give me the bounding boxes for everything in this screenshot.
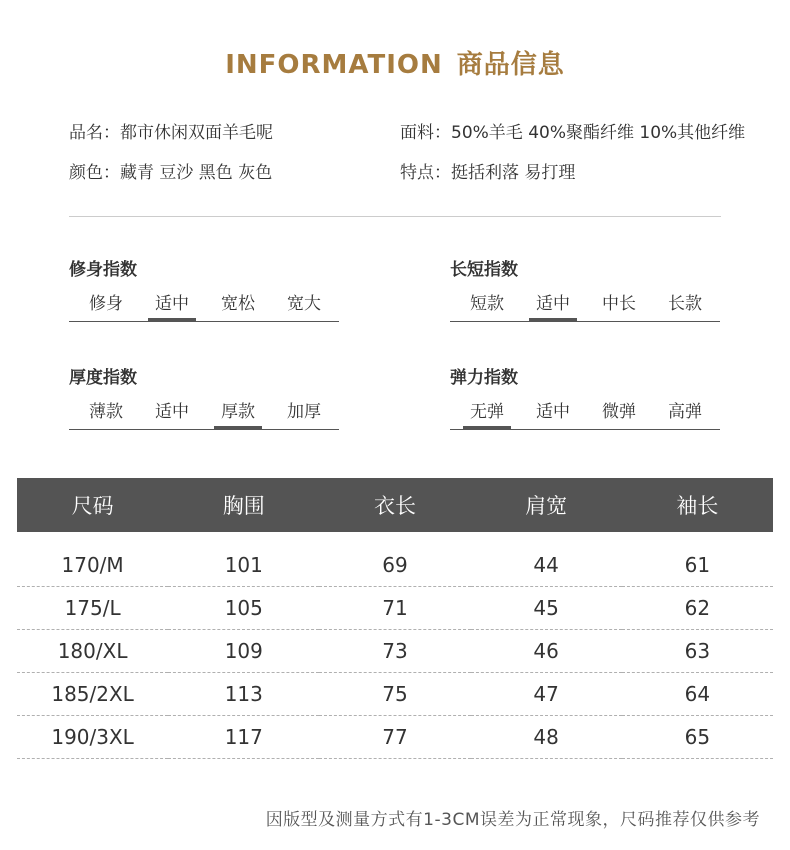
table-cell: 62 bbox=[622, 587, 773, 630]
index-title: 修身指数 bbox=[69, 260, 137, 280]
table-cell: 180/XL bbox=[17, 630, 168, 673]
table-cell: 170/M bbox=[17, 544, 168, 587]
index-option: 微弹 bbox=[602, 402, 636, 422]
table-cell: 71 bbox=[319, 587, 470, 630]
header-length: 衣长 bbox=[319, 478, 470, 532]
index-baseline bbox=[450, 321, 720, 322]
table-cell: 75 bbox=[319, 673, 470, 716]
index-length bbox=[450, 255, 720, 325]
table-cell: 47 bbox=[471, 673, 622, 716]
info-fabric: 面料：50%羊毛 40%聚酯纤维 10%其他纤维 bbox=[400, 123, 746, 143]
info-name: 品名：都市休闲双面羊毛呢 bbox=[69, 123, 273, 143]
index-thickness bbox=[69, 363, 339, 433]
index-option: 无弹 bbox=[470, 402, 504, 422]
index-option: 适中 bbox=[536, 294, 570, 314]
table-cell: 45 bbox=[471, 587, 622, 630]
table-cell: 61 bbox=[622, 544, 773, 587]
table-cell: 77 bbox=[319, 716, 470, 759]
table-cell: 101 bbox=[168, 544, 319, 587]
index-elasticity bbox=[450, 363, 720, 433]
index-scale bbox=[450, 285, 720, 325]
table-cell: 65 bbox=[622, 716, 773, 759]
header-chest: 胸围 bbox=[168, 478, 319, 532]
table-cell: 73 bbox=[319, 630, 470, 673]
table-cell: 190/3XL bbox=[17, 716, 168, 759]
table-cell: 69 bbox=[319, 544, 470, 587]
index-option: 适中 bbox=[155, 402, 189, 422]
table-cell: 113 bbox=[168, 673, 319, 716]
info-feature: 特点：挺括利落 易打理 bbox=[400, 163, 576, 183]
index-title: 厚度指数 bbox=[69, 368, 137, 388]
index-selected-marker bbox=[214, 426, 262, 430]
index-baseline bbox=[69, 321, 339, 322]
table-cell: 64 bbox=[622, 673, 773, 716]
section-divider bbox=[69, 216, 721, 217]
header-size: 尺码 bbox=[17, 478, 168, 532]
index-option: 修身 bbox=[89, 294, 123, 314]
index-option: 短款 bbox=[470, 294, 504, 314]
table-cell: 109 bbox=[168, 630, 319, 673]
title-en: INFORMATION bbox=[225, 50, 443, 80]
index-scale bbox=[450, 393, 720, 433]
table-spacer bbox=[17, 532, 773, 544]
index-option: 厚款 bbox=[221, 402, 255, 422]
table-cell: 46 bbox=[471, 630, 622, 673]
index-option: 加厚 bbox=[287, 402, 321, 422]
index-option: 适中 bbox=[155, 294, 189, 314]
table-cell: 117 bbox=[168, 716, 319, 759]
table-row bbox=[17, 673, 773, 716]
index-selected-marker bbox=[463, 426, 511, 430]
index-option: 高弹 bbox=[668, 402, 702, 422]
index-selected-marker bbox=[148, 318, 196, 322]
table-row bbox=[17, 630, 773, 673]
index-option: 适中 bbox=[536, 402, 570, 422]
table-row bbox=[17, 716, 773, 759]
info-color: 颜色：藏青 豆沙 黑色 灰色 bbox=[69, 163, 273, 183]
table-cell: 185/2XL bbox=[17, 673, 168, 716]
index-fit bbox=[69, 255, 339, 325]
index-selected-marker bbox=[529, 318, 577, 322]
index-option: 长款 bbox=[668, 294, 702, 314]
index-option: 宽大 bbox=[287, 294, 321, 314]
index-scale bbox=[69, 393, 339, 433]
index-title: 弹力指数 bbox=[450, 368, 518, 388]
table-row bbox=[17, 587, 773, 630]
index-option: 薄款 bbox=[89, 402, 123, 422]
table-cell: 105 bbox=[168, 587, 319, 630]
title-cn: 商品信息 bbox=[456, 50, 565, 80]
size-table-header bbox=[17, 478, 773, 532]
table-cell: 48 bbox=[471, 716, 622, 759]
index-title: 长短指数 bbox=[450, 260, 518, 280]
index-option: 中长 bbox=[602, 294, 636, 314]
page-title bbox=[0, 44, 790, 81]
index-option: 宽松 bbox=[221, 294, 255, 314]
table-cell: 63 bbox=[622, 630, 773, 673]
size-table bbox=[17, 478, 773, 759]
table-cell: 175/L bbox=[17, 587, 168, 630]
header-shoulder: 肩宽 bbox=[471, 478, 622, 532]
index-baseline bbox=[69, 429, 339, 430]
table-cell: 44 bbox=[471, 544, 622, 587]
index-scale bbox=[69, 285, 339, 325]
header-sleeve: 袖长 bbox=[622, 478, 773, 532]
disclaimer-note: 因版型及测量方式有1-3CM误差为正常现象，尺码推荐仅供参考 bbox=[265, 810, 760, 830]
table-row bbox=[17, 544, 773, 587]
